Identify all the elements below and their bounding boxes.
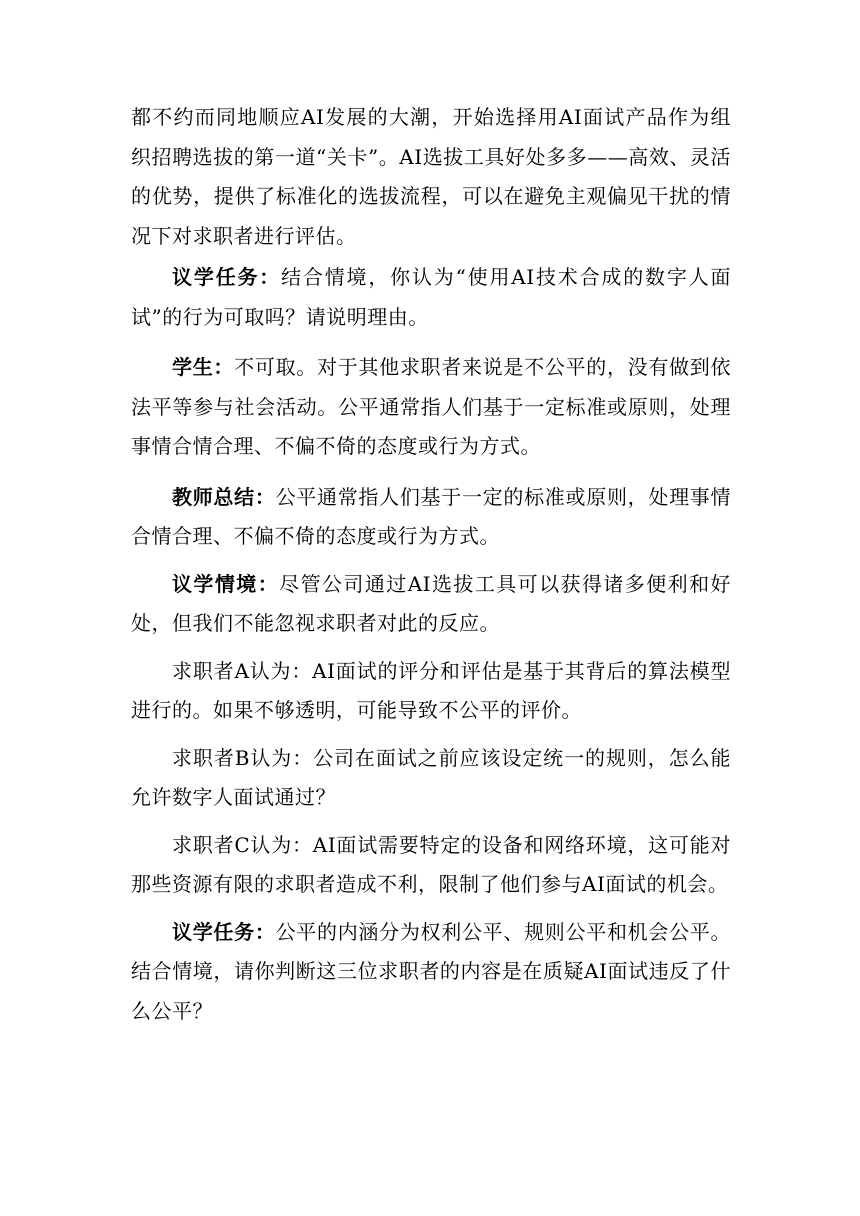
paragraph-text: 都不约而同地顺应AI发展的大潮，开始选择用AI面试产品作为组织招聘选拔的第一道“关卡”。AI选拔工具好处多多——高效、灵活的优势，提供了标准化的选拔流程，可以在避免主观偏见干扰的情况下对求职者进行评估。	[131, 105, 731, 248]
paragraph-task-1	[131, 258, 731, 337]
paragraph-task-2	[131, 913, 731, 1032]
paragraph-text: 公平通常指人们基于一定的标准或原则，处理事情合情合理、不偏不倚的态度或行为方式。	[131, 484, 732, 548]
paragraph-text: 求职者C认为：AI面试需要特定的设备和网络环境，这可能对那些资源有限的求职者造成不利，限制了他们参与AI面试的机会。	[131, 832, 731, 896]
paragraph-context-continued	[131, 98, 731, 256]
paragraph-text: 公平的内涵分为权利公平、规则公平和机会公平。结合情境，请你判断这三位求职者的内容是在质疑AI面试违反了什么公平？	[131, 919, 732, 1023]
paragraph-scenario	[131, 565, 731, 644]
paragraph-text: 结合情境，你认为“使用AI技术合成的数字人面试”的行为可取吗？请说明理由。	[131, 265, 731, 329]
paragraph-text: 不可取。对于其他求职者来说是不公平的，没有做到依法平等参与社会活动。公平通常指人们基于一定标准或原则，处理事情合情合理、不偏不倚的态度或行为方式。	[131, 355, 732, 458]
paragraph-label: 学生：	[172, 355, 235, 379]
paragraph-student-answer	[131, 348, 731, 467]
paragraph-teacher-summary	[131, 478, 731, 557]
paragraph-applicant-b	[131, 739, 731, 818]
paragraph-label: 教师总结：	[172, 484, 276, 509]
paragraph-label: 议学情境：	[172, 571, 280, 596]
paragraph-text: 尽管公司通过AI选拔工具可以获得诸多便利和好处，但我们不能忽视求职者对此的反应。	[131, 571, 732, 635]
paragraph-text: 求职者A认为：AI面试的评分和评估是基于其背后的算法模型进行的。如果不够透明，可能导致不公平的评价。	[131, 658, 731, 722]
paragraph-applicant-a	[131, 652, 731, 731]
paragraph-label: 议学任务：	[172, 265, 282, 289]
paragraph-label: 议学任务：	[172, 919, 276, 944]
paragraph-text: 求职者B认为：公司在面试之前应该设定统一的规则，怎么能允许数字人面试通过？	[131, 745, 731, 809]
paragraph-applicant-c	[131, 826, 731, 905]
document-body	[131, 98, 731, 1031]
